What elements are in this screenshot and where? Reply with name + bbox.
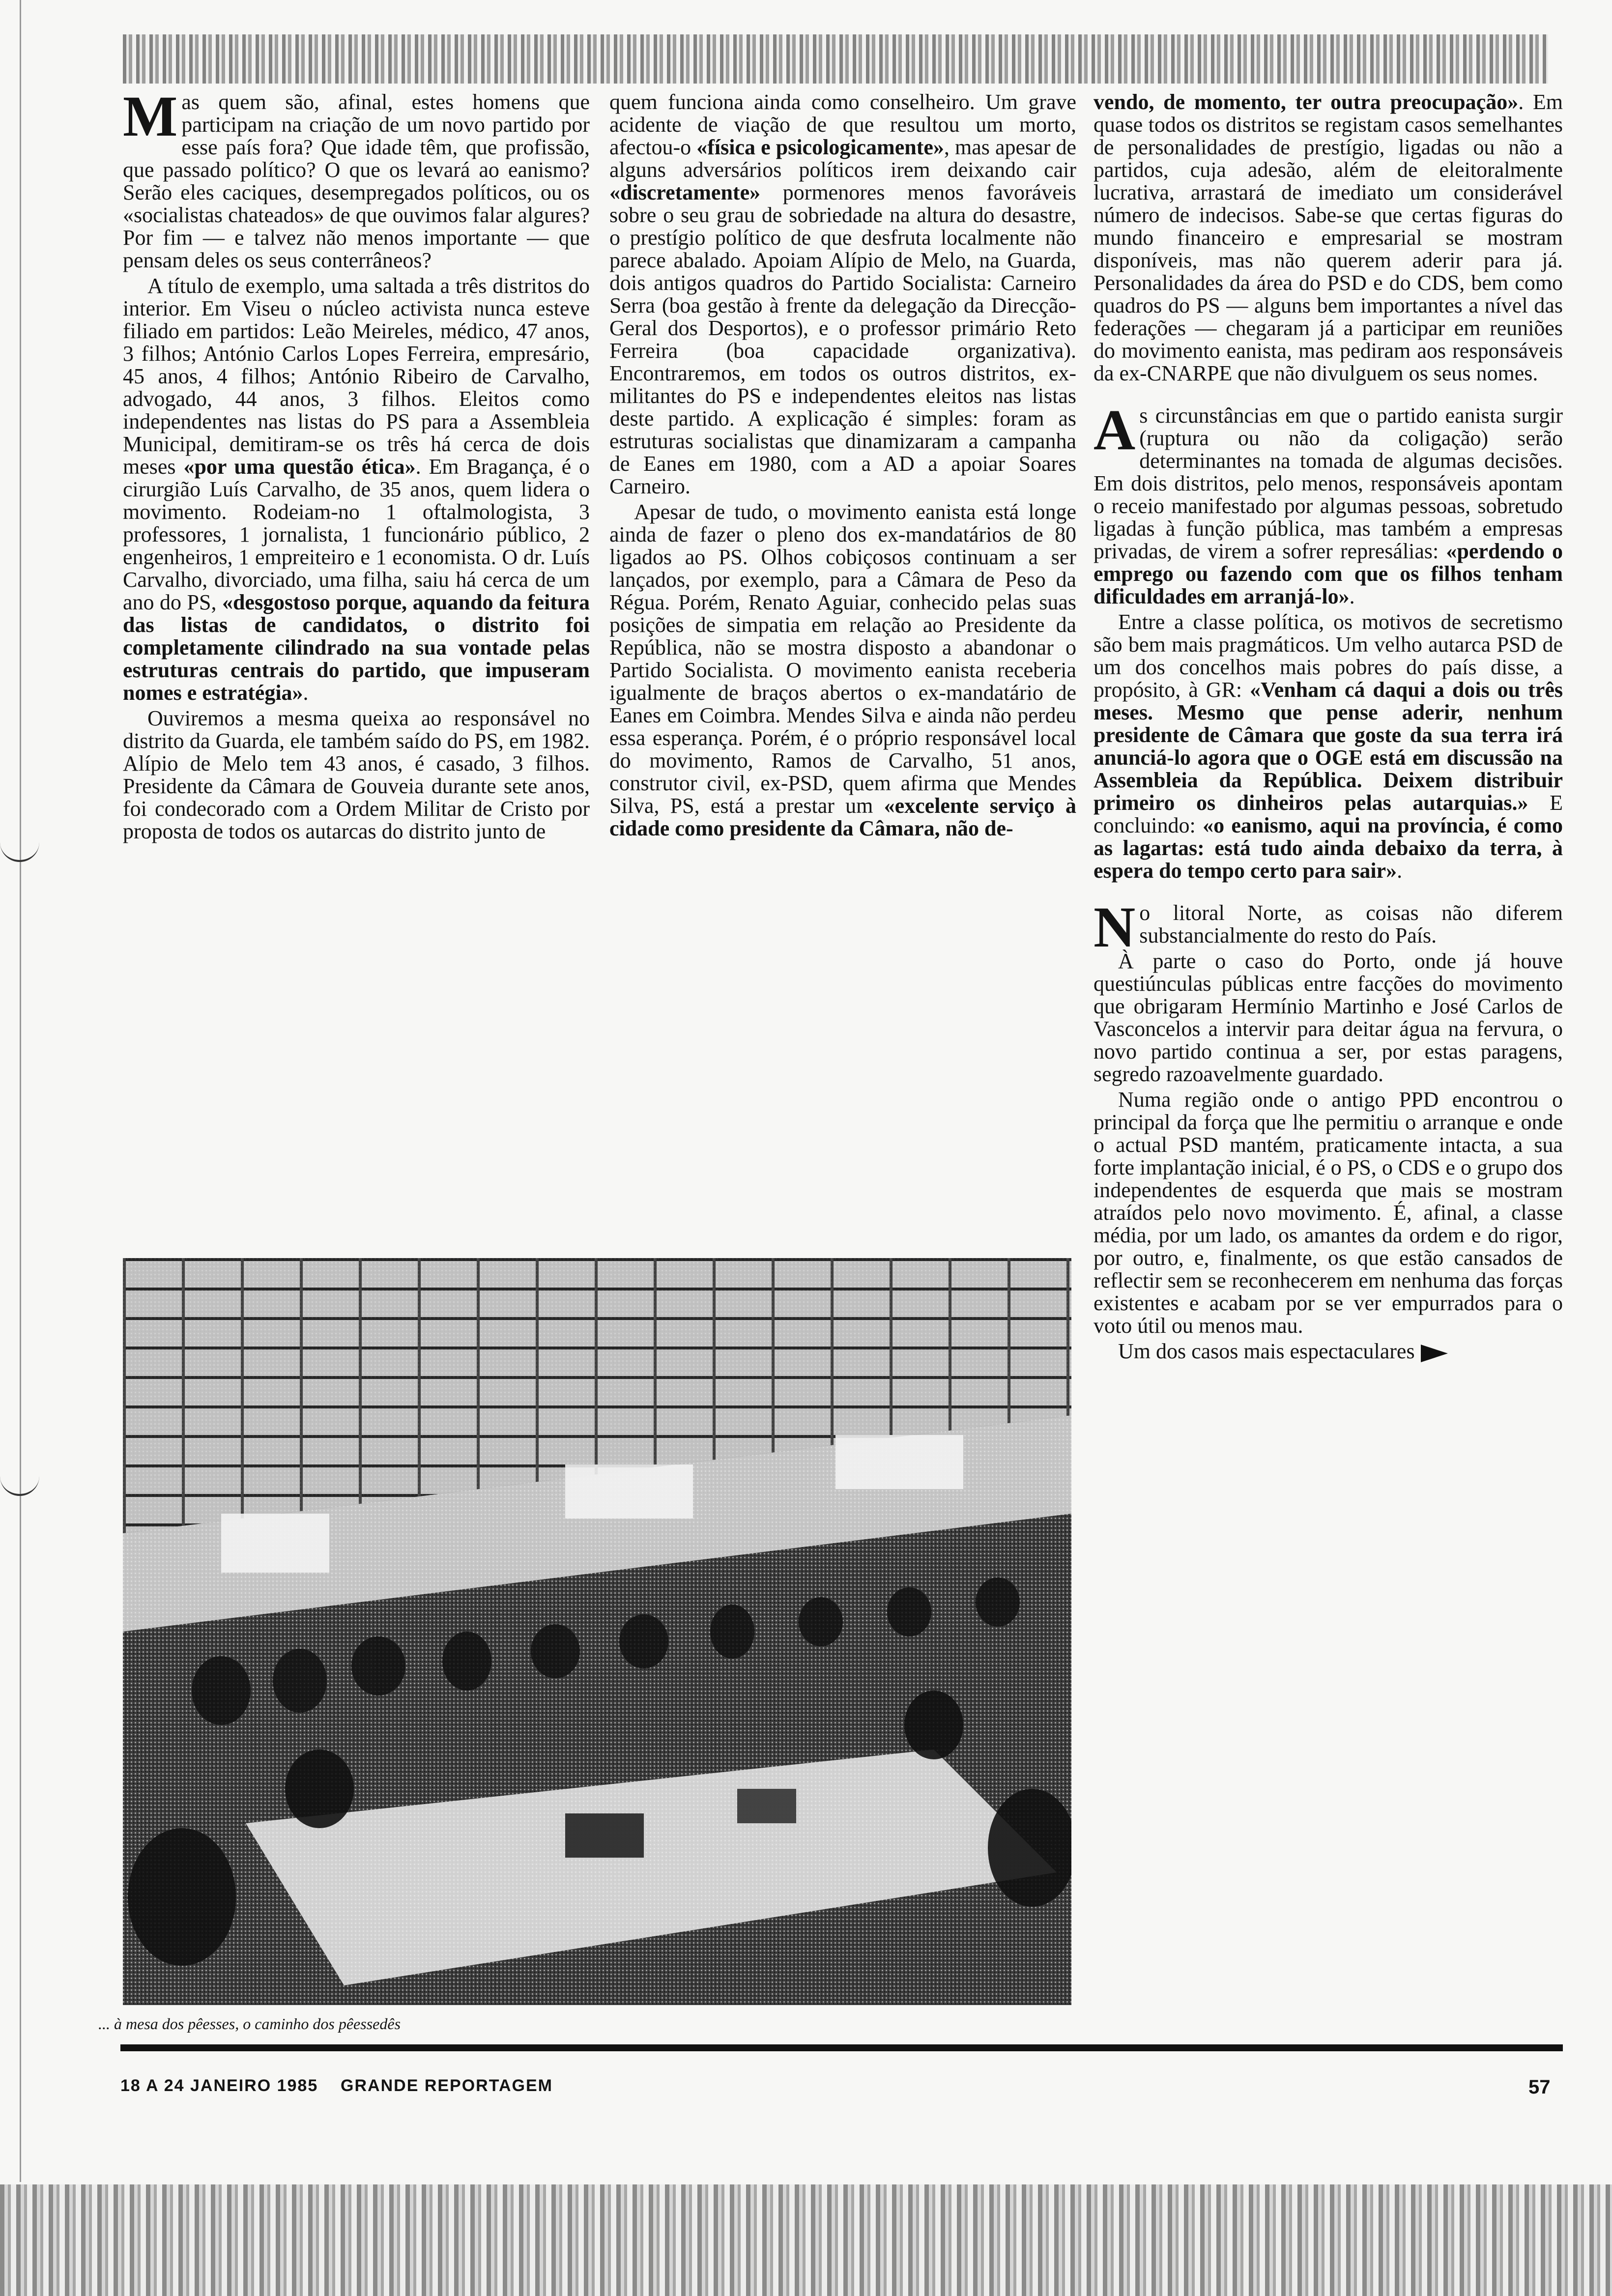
- quote: «desgostoso porque, aquando da feitura das listas de candidatos, o distrito foi completamente cilindrado na sua vontade pelas estruturas centrais do partido, que impuseram nomes e estratégia»: [123, 590, 590, 705]
- footer-rule: [120, 2044, 1563, 2051]
- scan-noise-top: [123, 34, 1548, 84]
- text: . Em quase todos os distritos se registam casos semelhantes de personalidades de prestígio, ligadas ou não a partidos, cuja adesão, além de eleitoralmente lucrativa, arrastará de imediato um considerável número de indecisos. Sabe-se que certas figuras do mundo financeiro e empresarial se mostram disponíveis, mas não querem aderir para já. Personalidades da área do PSD e do CDS, bem como quadros do PS — alguns bem importantes a nível das federações — chegaram já a participar em reuniões do movimento eanista, mas pediram aos responsáveis da ex-CNARPE que não divulguem os seus nomes.: [1094, 90, 1563, 385]
- drop-cap: M: [123, 84, 178, 148]
- quote: «física e psicologicamente»: [696, 135, 944, 159]
- paragraph: [1094, 611, 1563, 882]
- quote: vendo, de momento, ter outra preocupação»: [1094, 90, 1519, 114]
- quote: «Venham cá daqui a dois ou três meses. Mesmo que pense aderir, nenhum presidente de Câmara que goste da sua terra irá anunciá-lo agora que o OGE está em discussão na Assembleia da República. Deixem distribuir primeiro os dinheiros pelas autarquias.»: [1094, 678, 1563, 815]
- paragraph: [123, 707, 590, 843]
- meeting-photo: [123, 1258, 1071, 2005]
- paragraph: [1094, 895, 1563, 959]
- paragraph-text: Ouviremos a mesma queixa ao responsável no distrito da Guarda, ele também saído do PS, em 1982. Alípio de Melo tem 43 anos, é casado, 3 filhos. Presidente da Câmara de Gouveia durante sete anos, foi condecorado com a Ordem Militar de Cristo por proposta de todos os autarcas do distrito junto de: [123, 706, 590, 843]
- binder-hole-mark: [0, 1464, 39, 1496]
- text: .: [303, 681, 309, 705]
- paragraph-text: À parte o caso do Porto, onde já houve questiúnculas públicas entre facções do movimento que obrigaram Hermínio Martinho e José Carlos de Vasconcelos a intervir para deitar água na fervura, o novo partido continua a ser, por estas paragens, segredo razoavelmente guardado.: [1094, 949, 1563, 1086]
- photo-caption: ... à mesa dos pêesses, o caminho dos pêessedês: [98, 2015, 401, 2033]
- continue-arrow-icon: [1421, 1345, 1448, 1362]
- text: . Em Bragança, é o cirurgião Luís Carvalho, de 35 anos, quem lidera o movimento. Rodeiam-no 1 oftalmologista, 3 professores, 1 jornalista, 1 funcionário público, 2 engenheiros, 1 empreiteiro e 1 economista. O dr. Luís Carvalho, divorciado, uma filha, saiu há cerca de um ano do PS,: [123, 455, 590, 614]
- quote: «discretamente»: [609, 180, 761, 204]
- quote: «perdendo o emprego ou fazendo com que os filhos tenham dificuldades em arranjá-lo»: [1094, 539, 1563, 608]
- paragraph: [1094, 950, 1563, 1086]
- quote: «o eanismo, aqui na província, é como as lagartas: está tudo ainda debaixo da terra, à espera do tempo certo para sair»: [1094, 813, 1563, 883]
- text: o litoral Norte, as coisas não diferem substancialmente do resto do País.: [1139, 901, 1563, 947]
- text: s circunstâncias em que o partido eanista surgir (ruptura ou não da coligação) serão determinantes na tomada de algumas decisões. Em dois distritos, pelo menos, responsáveis apontam o receio manifestado por algumas pessoas, sobretudo ligadas à função pública, mas também a empresas privadas, de virem a sofrer represálias:: [1094, 403, 1563, 563]
- paragraph-text: Um dos casos mais espectaculares: [1118, 1339, 1415, 1363]
- text: , mas apesar de alguns adversários políticos irem deixando cair: [609, 135, 1076, 182]
- drop-cap: A: [1094, 398, 1136, 462]
- issue-date: 18 A 24 JANEIRO 1985: [120, 2076, 318, 2095]
- text: pormenores menos favoráveis sobre o seu grau de sobriedade na altura do desastre, o prestígio político de que desfruta localmente não parece abalado. Apoiam Alípio de Melo, na Guarda, dois antigos quadros do Partido Socialista: Carneiro Serra (boa gestão à frente da delegação da Direcção-Geral dos Desportos), e o professor primário Reto Ferreira (boa capacidade organizativa). Encontraremos, em todos os outros distritos, ex-militantes do PS e independentes eleitos nas listas deste partido. A explicação é simples: foram as estruturas socialistas que dinamizaram a campanha de Eanes em 1980, com a AD a apoiar Soares Carneiro.: [609, 180, 1076, 498]
- meeting-room-illustration: [123, 1258, 1071, 2005]
- quote: «excelente serviço à cidade como presidente da Câmara, não de-: [609, 794, 1076, 840]
- drop-cap: N: [1094, 895, 1136, 959]
- paragraph: [609, 91, 1076, 498]
- margin-line: [20, 0, 21, 2182]
- paragraph: [1094, 398, 1563, 608]
- paragraph: [123, 84, 590, 272]
- paragraph: [1094, 1340, 1563, 1363]
- quote: «por uma questão ética»: [183, 455, 416, 479]
- paragraph-text: Numa região onde o antigo PPD encontrou o principal da força que lhe permitiu o arranque e onde o actual PSD mantém, praticamente intacta, a sua forte implantação inicial, é o PS, o CDS e o grupo dos independentes de esquerda que mais se mostram atraídos pelo novo movimento. É, afinal, a classe média, por um lado, os amantes da ordem e do rigor, por outro, e, finalmente, os que estão cansados de reflectir sem se reconhecerem em nenhuma das forças existentes e acabam por se ver empurrados para o voto útil ou menos mau.: [1094, 1088, 1563, 1338]
- text: .: [1349, 584, 1355, 608]
- binder-hole-mark: [0, 831, 39, 862]
- footer-info: [120, 2076, 553, 2095]
- paragraph: [123, 275, 590, 704]
- text: Apesar de tudo, o movimento eanista está longe ainda de fazer o pleno dos ex-mandatários de 80 ligados ao PS. Olhos cobiçosos continuam a ser lançados, por exemplo, para a Câmara de Peso da Régua. Porém, Renato Aguiar, conhecido pelas suas posições de simpatia em relação ao Presidente da República, não se mostra disposto a abandonar o Partido Socialista. O movimento eanista receberia igualmente de braços abertos o ex-mandatário de Eanes em Coimbra. Mendes Silva e ainda não perdeu essa esperança. Porém, é o próprio responsável local do movimento, Ramos de Carvalho, 51 anos, construtor civil, ex-PSD, quem afirma que Mendes Silva, PS, está a prestar um: [609, 500, 1076, 818]
- column-3: [1094, 91, 1563, 2106]
- page-number: 57: [1528, 2076, 1551, 2098]
- scan-noise-bottom: [0, 2184, 1612, 2296]
- text: quem funciona ainda como conselheiro. Um grave acidente de viação de que resultou um morto, afectou-o: [609, 90, 1076, 159]
- column-2: [609, 91, 1076, 1236]
- text: A título de exemplo, uma saltada a três distritos do interior. Em Viseu o núcleo activista nunca esteve filiado em partidos: Leão Meireles, médico, 47 anos, 3 filhos; António Carlos Lopes Ferreira, empresário, 45 anos, 4 filhos; António Ribeiro de Carvalho, advogado, 44 anos, 3 filhos. Eleitos como independentes nas listas do PS para a Assembleia Municipal, demitiram-se os três há cerca de dois meses: [123, 274, 590, 479]
- paragraph-text: as quem são, afinal, estes homens que participam na criação de um novo partido por esse país fora? Que idade têm, que profissão, que passado político? O que os levará ao eanismo? Serão eles caciques, desempregados políticos, ou os «socialistas chateados» de que ouvimos falar algures? Por fim — e talvez não menos importante — que pensam deles os seus conterrâneos?: [123, 90, 590, 272]
- column-1: [123, 84, 590, 1236]
- text: .: [1397, 859, 1403, 883]
- paragraph: [1094, 1089, 1563, 1337]
- publication-name: GRANDE REPORTAGEM: [341, 2076, 553, 2095]
- text: Entre a classe política, os motivos de secretismo são bem mais pragmáticos. Um velho autarca PSD de um dos concelhos mais pobres do país disse, a propósito, à GR:: [1094, 610, 1563, 702]
- paragraph: [609, 501, 1076, 840]
- text: E concluindo:: [1094, 791, 1563, 837]
- paragraph: [1094, 91, 1563, 385]
